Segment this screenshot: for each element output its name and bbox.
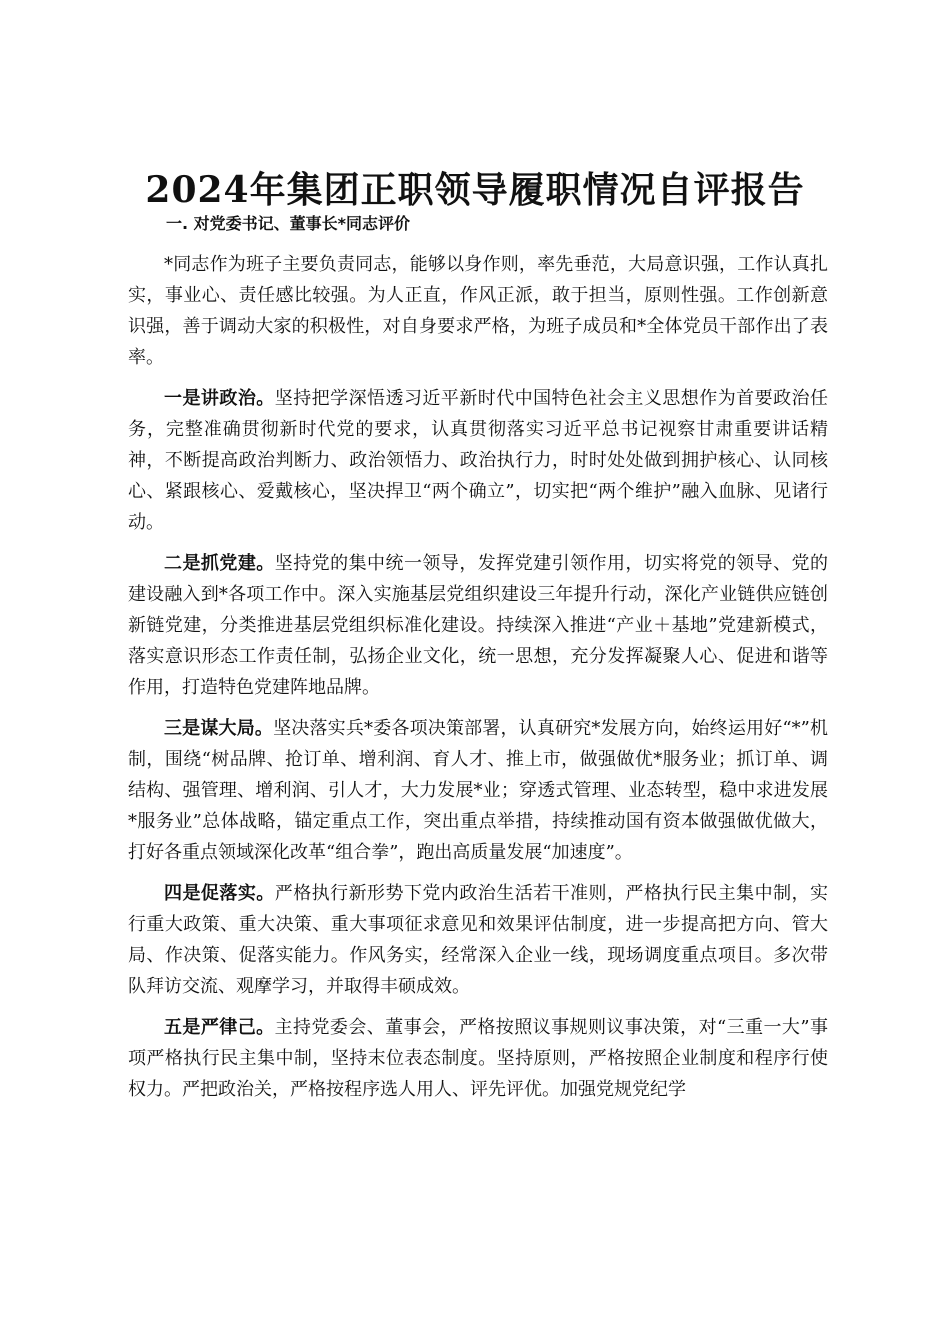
- paragraph-lead: 五是严律己。: [164, 1017, 275, 1038]
- paragraph-text: 坚决落实兵*委各项决策部署，认真研究*发展方向，始终运用好“*”机制，围绕“树品牌、抢订单、增利润、育人才、推上市，做强做优*服务业；抓订单、调结构、强管理、增利润、引人才，大力发展*业；穿透式管理、业态转型，稳中求进发展*服务业”总体战略，锚定重点工作，突出重点举措，持续推动国有资本做强做优做大，打好各重点领域深化改革“组合拳”，跑出高质量发展“加速度”。: [128, 718, 829, 863]
- paragraph-lead: 三是谋大局。: [164, 718, 274, 739]
- paragraph-text: 严格执行新形势下党内政治生活若干准则，严格执行民主集中制，实行重大政策、重大决策、重大事项征求意见和效果评估制度，进一步提高把方向、管大局、作决策、促落实能力。作风务实，经常深入企业一线，现场调度重点项目。多次带队拜访交流、观摩学习，并取得丰硕成效。: [128, 883, 829, 997]
- document-body: [128, 213, 828, 1105]
- section-heading: 一. 对党委书记、董事长*同志评价: [166, 214, 411, 233]
- paragraph-text: 主持党委会、董事会，严格按照议事规则议事决策，对“三重一大”事项严格执行民主集中制，坚持末位表态制度。坚持原则，严格按照企业制度和程序行使权力。严把政治关，严格按程序选人用人、评先评优。加强党规党纪学: [128, 1017, 829, 1100]
- paragraph-party-building: [128, 548, 828, 703]
- paragraph-overall-plan: [128, 713, 828, 868]
- paragraph-politics: [128, 383, 828, 538]
- paragraph-lead: 四是促落实。: [164, 883, 275, 904]
- paragraph-implementation: [128, 878, 828, 1002]
- paragraph-self-discipline: [128, 1012, 828, 1105]
- paragraph-text: 坚持把学深悟透习近平新时代中国特色社会主义思想作为首要政治任务，完整准确贯彻新时代党的要求，认真贯彻落实习近平总书记视察甘肃重要讲话精神，不断提高政治判断力、政治领悟力、政治执行力，时时处处做到拥护核心、认同核心、紧跟核心、爱戴核心，坚决捍卫“两个确立”，切实把“两个维护”融入血脉、见诸行动。: [128, 388, 829, 533]
- paragraph-lead: 一是讲政治。: [164, 388, 275, 409]
- intro-paragraph: *同志作为班子主要负责同志，能够以身作则，率先垂范，大局意识强，工作认真扎实，事业心、责任感比较强。为人正直，作风正派，敢于担当，原则性强。工作创新意识强，善于调动大家的积极性，对自身要求严格，为班子成员和*全体党员干部作出了表率。: [128, 254, 828, 368]
- paragraph-lead: 二是抓党建。: [164, 553, 275, 574]
- paragraph-text: 坚持党的集中统一领导，发挥党建引领作用，切实将党的领导、党的建设融入到*各项工作中。深入实施基层党组织建设三年提升行动，深化产业链供应链创新链党建，分类推进基层党组织标准化建设。持续深入推进“产业＋基地”党建新模式，落实意识形态工作责任制，弘扬企业文化，统一思想，充分发挥凝聚人心、促进和谐等作用，打造特色党建阵地品牌。: [128, 553, 829, 698]
- document-title: 2024年集团正职领导履职情况自评报告: [145, 169, 805, 211]
